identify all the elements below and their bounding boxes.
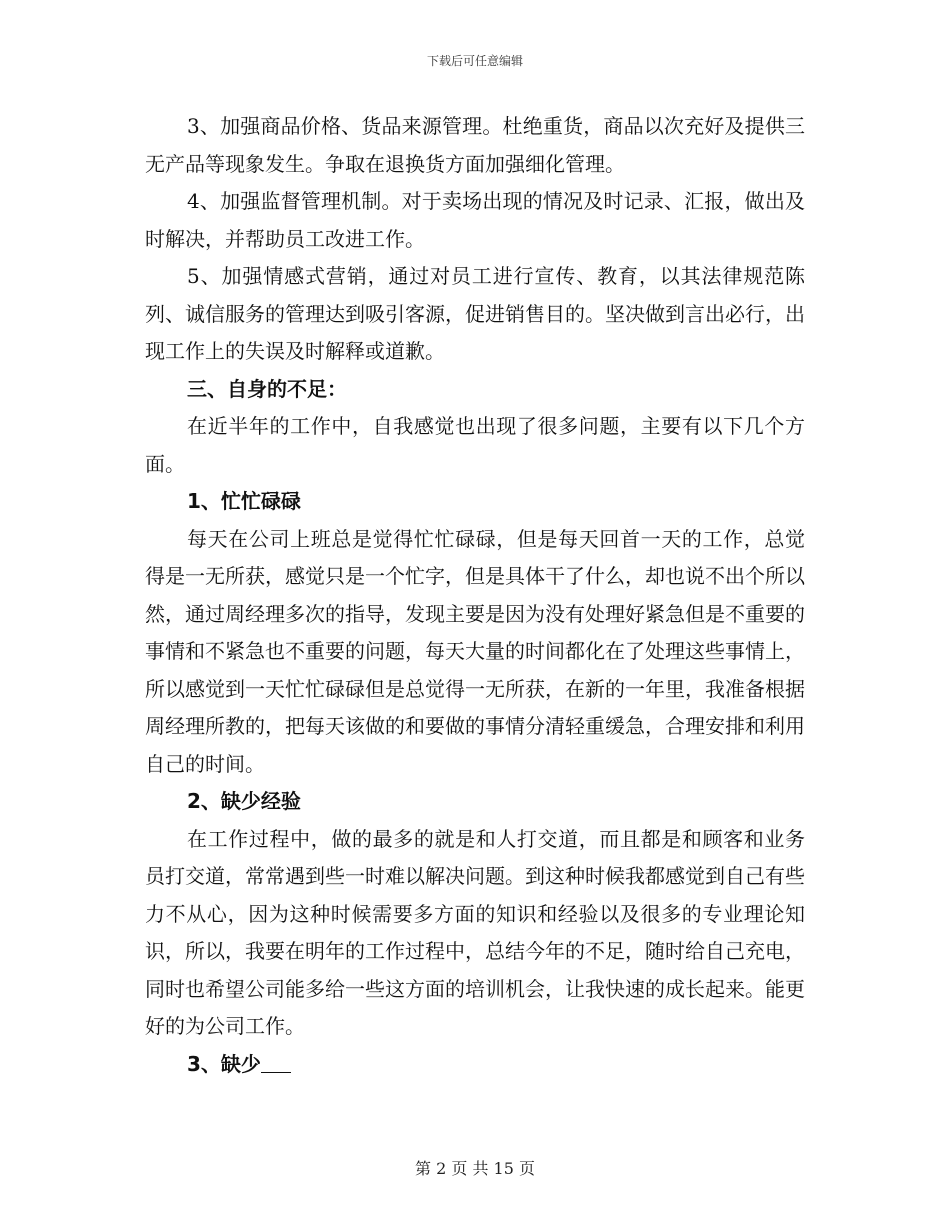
document-body	[145, 108, 805, 1083]
paragraph-section-intro: 在近半年的工作中，自我感觉也出现了很多问题，主要有以下几个方面。	[145, 414, 805, 476]
subheading-lack-blank	[145, 1046, 805, 1084]
paragraph-item-4: 4、加强监督管理机制。对于卖场出现的情况及时记录、汇报，做出及时解决，并帮助员工改进工作。	[145, 189, 805, 251]
paragraph-item-3: 3、加强商品价格、货品来源管理。杜绝重货，商品以次充好及提供三无产品等现象发生。争取在退换货方面加强细化管理。	[145, 114, 805, 176]
subheading-busy: 1、忙忙碌碌	[187, 489, 301, 513]
page-header-note: 下载后可任意编辑	[426, 54, 523, 68]
subheading-lack-experience: 2、缺少经验	[187, 789, 301, 813]
paragraph-busy: 每天在公司上班总是觉得忙忙碌碌，但是每天回首一天的工作，总觉得是一无所获，感觉只是一个忙字，但是具体干了什么，却也说不出个所以然，通过周经理多次的指导，发现主要是因为没有处理好紧急但是不重要的事情和不紧急也不重要的问题，每天大量的时间都化在了处理这些事情上，所以感觉到一天忙忙碌碌但是总觉得一无所获，在新的一年里，我准备根据周经理所教的，把每天该做的和要做的事情分清轻重缓急，合理安排和利用自己的时间。	[145, 526, 805, 776]
paragraph-lack-experience: 在工作过程中，做的最多的就是和人打交道，而且都是和顾客和业务员打交道，常常遇到些一时难以解决问题。到这种时候我都感觉到自己有些力不从心，因为这种时候需要多方面的知识和经验以及很多的专业理论知识，所以，我要在明年的工作过程中，总结今年的不足，随时给自己充电，同时也希望公司能多给一些这方面的培训机会，让我快速的成长起来。能更好的为公司工作。	[145, 826, 805, 1038]
page-number-footer: 第 2 页 共 15 页	[415, 1159, 535, 1178]
subheading-lack-label: 3、缺少	[187, 1051, 261, 1076]
paragraph-item-5: 5、加强情感式营销，通过对员工进行宣传、教育，以其法律规范陈列、诚信服务的管理达到吸引客源，促进销售目的。坚决做到言出必行，出现工作上的失误及时解释或道歉。	[145, 264, 805, 363]
section-heading-shortcomings: 三、自身的不足：	[187, 376, 347, 401]
fill-in-blank-line	[261, 1052, 291, 1073]
